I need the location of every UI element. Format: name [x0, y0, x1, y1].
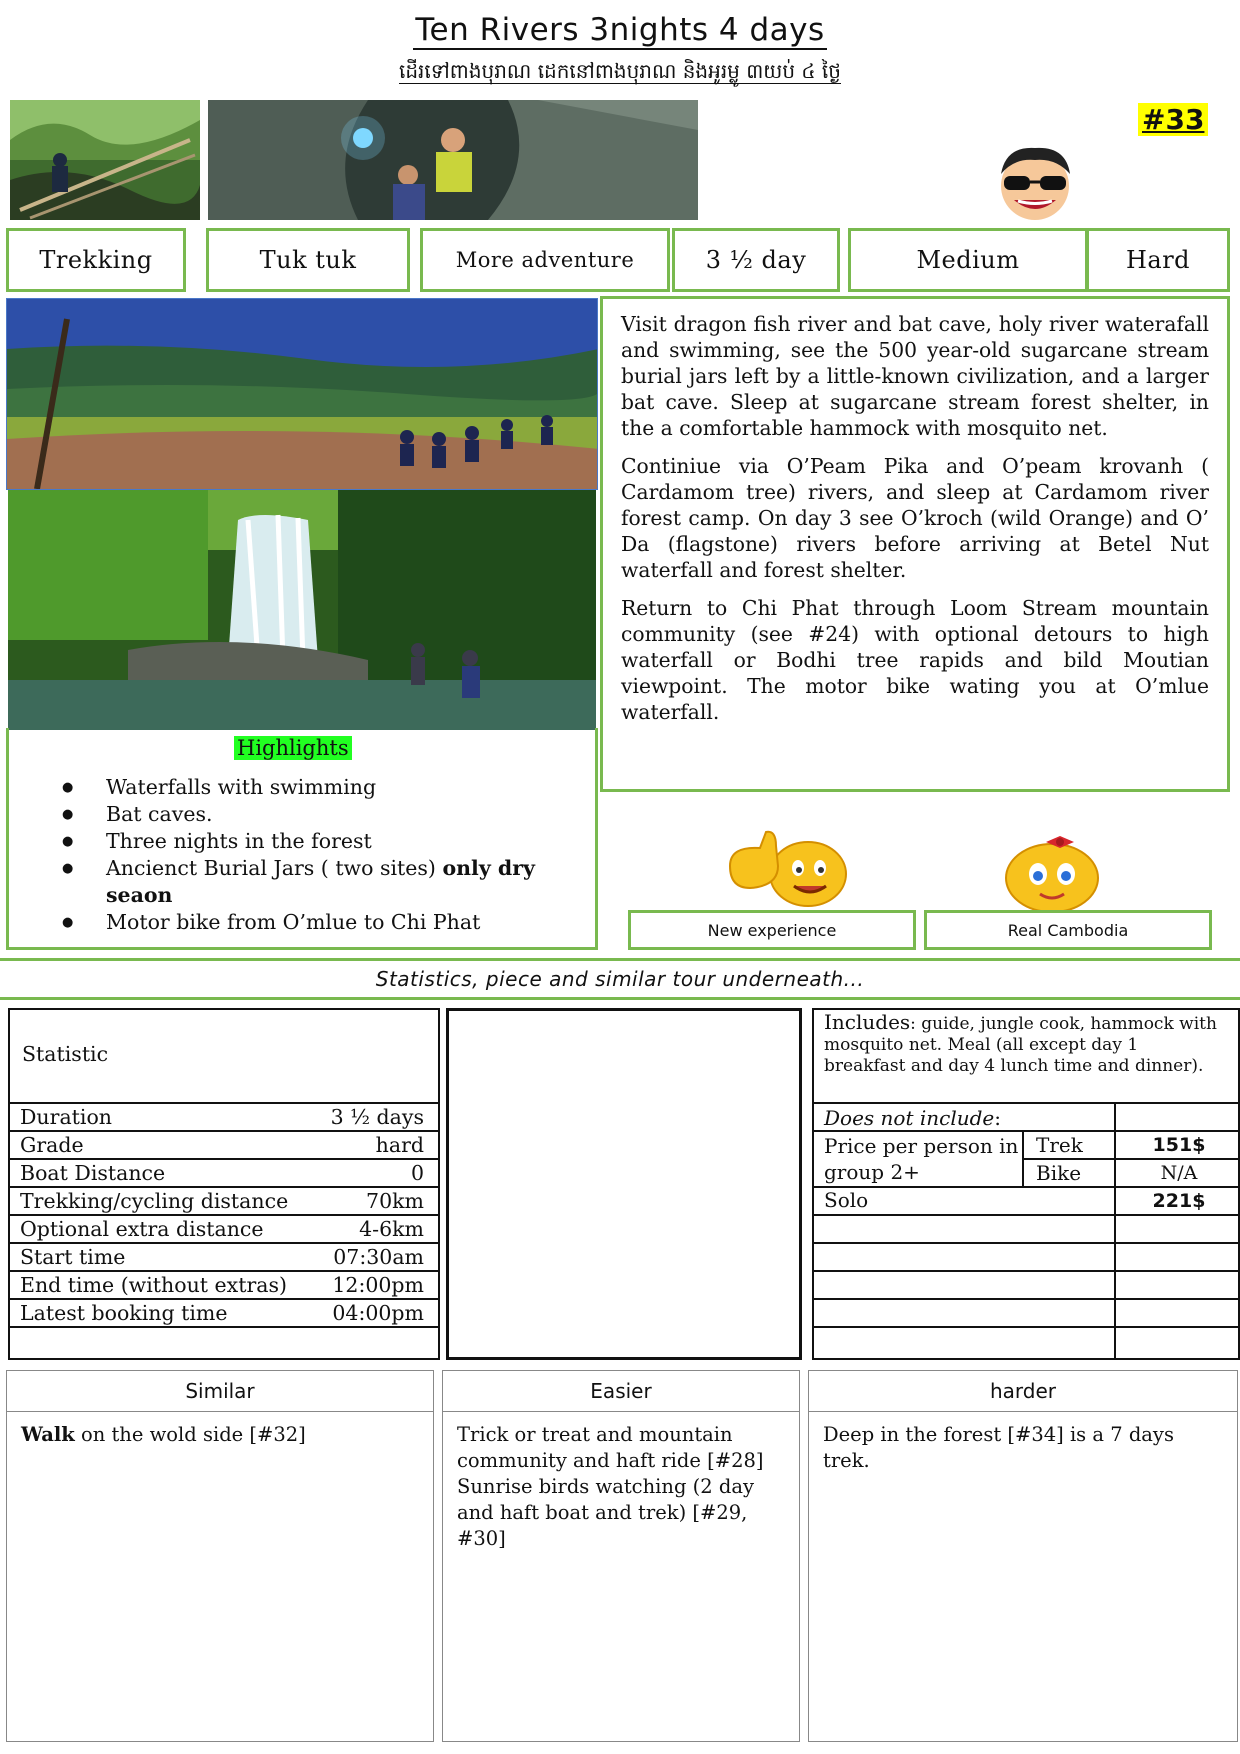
price-per-person-label: Price per person in group 2+: [824, 1134, 1019, 1184]
statistics-banner: Statistics, piece and similar tour underneath...: [0, 958, 1240, 1000]
list-item: ● Three nights in the forest: [62, 828, 592, 855]
table-row: Grade hard: [10, 1130, 438, 1158]
description-paragraph-3: Return to Chi Phat through Loom Stream mountain community (see #24) with optional detours to high waterfall or Bodhi tree rapids and bild Moutian viewpoint. The motor bike wating you at O’mlue waterfall.: [621, 596, 1209, 724]
tag-duration: 3 ½ day: [672, 228, 840, 292]
tag-tuk-tuk: Tuk tuk: [206, 228, 410, 292]
grassland-trek-photo: [6, 298, 598, 490]
includes-text: Includes: guide, jungle cook, hammock with mosquito net. Meal (all except day 1 breakfast and day 4 lunch time and dinner).: [824, 1010, 1217, 1076]
solo-label: Solo: [824, 1188, 869, 1212]
description-paragraph-2: Continiue via O’Peam Pika and O’peam krovanh ( Cardamom tree) rivers, and sleep at Cardamom river forest camp. On day 3 see O’kroch (wild Orange) and O’ Da (flagstone) rivers before arriving at Betel Nut waterfall and forest shelter.: [621, 454, 1209, 582]
harder-heading: harder: [808, 1370, 1238, 1412]
tag-more-adventure: More adventure: [420, 228, 670, 292]
not-include-label: Does not include:: [824, 1106, 1001, 1130]
statistics-table: [8, 1008, 440, 1360]
tag-trekking: Trekking: [6, 228, 186, 292]
highlights-list: [62, 774, 592, 936]
table-row: Optional extra distance 4-6km: [10, 1214, 438, 1242]
table-row: End time (without extras) 12:00pm: [10, 1270, 438, 1298]
tag-hard: Hard: [1086, 228, 1230, 292]
table-row: Duration 3 ½ days: [10, 1102, 438, 1130]
table-row: Latest booking time 04:00pm: [10, 1298, 438, 1326]
list-item: ● Bat caves.: [62, 801, 592, 828]
pricing-table: [812, 1008, 1240, 1360]
table-row: Trekking/cycling distance 70km: [10, 1186, 438, 1214]
highlights-title: Highlights: [234, 736, 352, 760]
table-row: [10, 1326, 438, 1358]
list-item: ● Waterfalls with swimming: [62, 774, 592, 801]
similar-heading: Similar: [6, 1370, 434, 1412]
table-row: Start time 07:30am: [10, 1242, 438, 1270]
waterfall-photo: [8, 490, 596, 730]
statistics-heading: Statistic: [22, 1042, 109, 1066]
solo-price: 221$: [1152, 1190, 1206, 1212]
jungle-trek-photo: [10, 100, 200, 220]
real-cambodia-label: Real Cambodia: [924, 910, 1212, 950]
easier-content: Trick or treat and mountain community and haft ride [#28] Sunrise birds watching (2 day and haft boat and trek) [#29, #30]: [442, 1412, 800, 1742]
thumbs-up-emoji-icon: [720, 826, 850, 910]
bat-cave-photo: [208, 100, 698, 220]
sunglasses-emoji-icon: [986, 144, 1084, 222]
tour-number-badge: #33: [1138, 103, 1208, 136]
new-experience-label: New experience: [628, 910, 916, 950]
empty-panel: [446, 1008, 802, 1360]
table-row: Boat Distance 0: [10, 1158, 438, 1186]
trek-label: Trek: [1036, 1133, 1083, 1157]
harder-content: Deep in the forest [#34] is a 7 days trek.: [808, 1412, 1238, 1742]
trek-price: 151$: [1152, 1134, 1206, 1156]
bike-label: Bike: [1036, 1161, 1082, 1185]
bike-price: N/A: [1160, 1162, 1198, 1184]
wink-bow-emoji-icon: [1000, 832, 1104, 914]
easier-heading: Easier: [442, 1370, 800, 1412]
description-paragraph-1: Visit dragon fish river and bat cave, holy river waterafall and swimming, see the 500 year-old sugarcane stream burial jars left by a little-known civilization, and a larger bat cave. Sleep at sugarcane stream forest shelter, in the a comfortable hammock with mosquito net.: [621, 312, 1209, 440]
similar-content: Walk on the wold side [#32]: [6, 1412, 434, 1742]
list-item: ● Ancienct Burial Jars ( two sites) only dry seaon: [62, 855, 592, 909]
page-title: Ten Rivers 3nights 4 days: [415, 12, 825, 48]
list-item: ● Motor bike from O’mlue to Chi Phat: [62, 909, 592, 936]
tour-description: [600, 296, 1230, 792]
khmer-subtitle: ដើរទៅពាងបុរាណ ដេកនៅពាងបុរាណ និងអូរម្លូ ៣យប់ ៤ ថ្ងៃ: [399, 59, 841, 83]
tag-medium: Medium: [848, 228, 1088, 292]
